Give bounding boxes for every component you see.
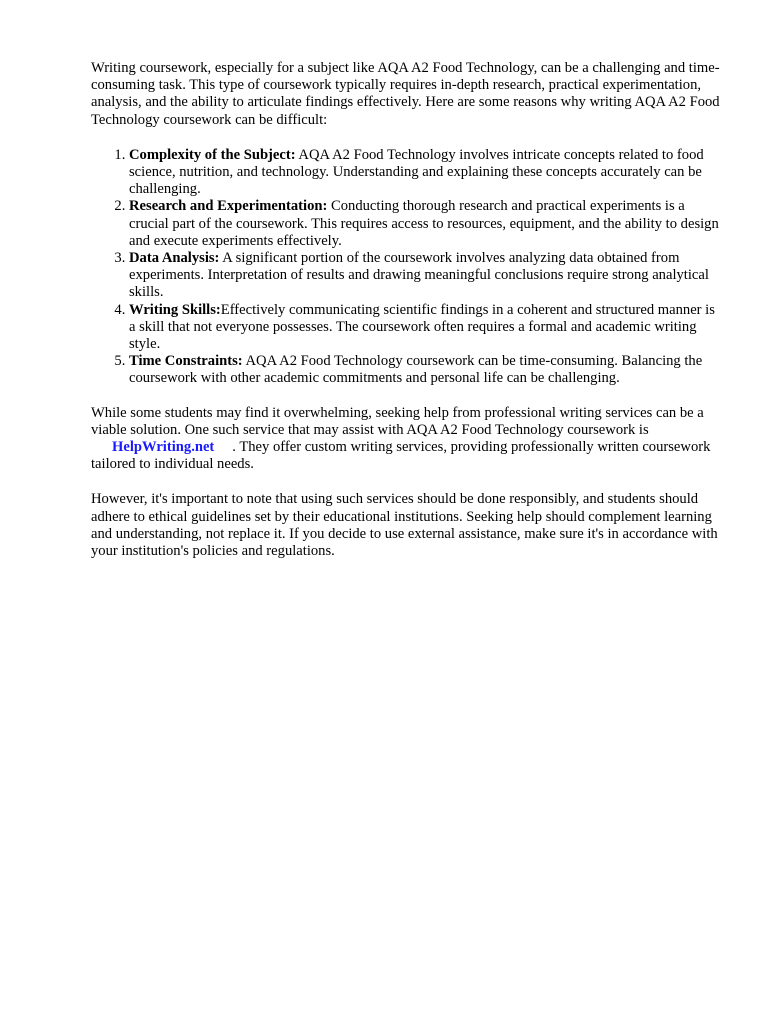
reasons-list	[91, 147, 721, 388]
help-text-after: . They offer custom writing services, providing professionally written coursework tailored to individual needs.	[91, 439, 711, 473]
document-page	[91, 60, 721, 560]
list-item	[129, 147, 721, 199]
reason-title: Complexity of the Subject:	[129, 146, 296, 163]
reason-title: Data Analysis:	[129, 250, 220, 267]
reason-text: AQA A2 Food Technology coursework can be time-consuming. Balancing the coursework with other academic commitments and personal life can be challenging.	[129, 353, 703, 387]
list-item	[129, 250, 721, 302]
reason-title: Writing Skills:	[129, 301, 221, 318]
list-item	[129, 198, 721, 250]
list-item	[129, 302, 721, 354]
reason-title: Research and Experimentation:	[129, 198, 328, 215]
reason-text: A significant portion of the coursework involves analyzing data obtained from experiments. Interpretation of results and drawing meaningful conclusions require strong analytical skills.	[129, 250, 709, 301]
closing-paragraph: However, it's important to note that using such services should be done responsibly, and students should adhere to ethical guidelines set by their educational institutions. Seeking help should complement learning and understanding, not replace it. If you decide to use external assistance, make sure it's in accordance with your institution's policies and regulations.	[91, 491, 718, 560]
list-item	[129, 353, 721, 387]
reason-title: Time Constraints:	[129, 353, 243, 370]
help-paragraph	[91, 405, 721, 474]
reason-text: AQA A2 Food Technology involves intricate concepts related to food science, nutrition, and technology. Understanding and explaining these concepts accurately can be challenging.	[129, 146, 704, 198]
help-text-before: While some students may find it overwhelming, seeking help from professional writing services can be a viable solution. One such service that may assist with AQA A2 Food Technology coursework is	[91, 404, 704, 438]
helpwriting-link[interactable]: HelpWriting.net	[112, 439, 215, 456]
reason-text: Conducting thorough research and practical experiments is a crucial part of the coursework. This requires access to resources, equipment, and the ability to design and execute experiments effectively.	[129, 198, 719, 249]
reason-text: Effectively communicating scientific findings in a coherent and structured manner is a skill that not everyone possesses. The coursework often requires a formal and academic writing style.	[129, 301, 715, 353]
intro-paragraph: Writing coursework, especially for a subject like AQA A2 Food Technology, can be a challenging and time-consuming task. This type of coursework typically requires in-depth research, practical experimentation, analysis, and the ability to articulate findings effectively. Here are some reasons why writing AQA A2 Food Technology coursework can be difficult:	[91, 60, 720, 128]
